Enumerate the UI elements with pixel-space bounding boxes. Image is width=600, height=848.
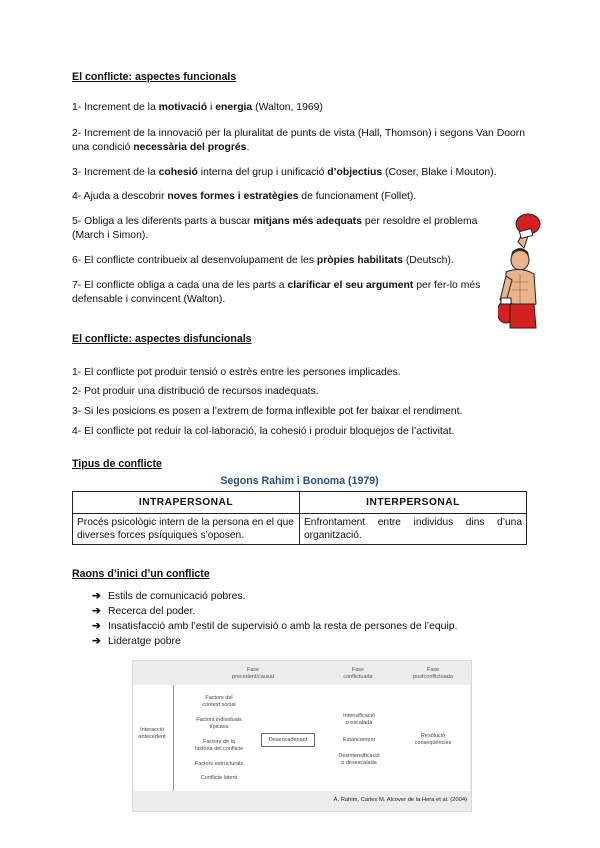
diagram-middle-1: Intensificació o escalada (343, 713, 375, 726)
interpersonal-description: Enfrontament entre individus dins d’una organització. (300, 514, 527, 545)
list-item: ➔ Estils de comunicació pobres. (92, 591, 246, 602)
diagram-middle-2: Estancament (342, 737, 376, 743)
types-heading: Tipus de conflicte (72, 458, 162, 470)
diagram-caption: A. Rahim, Carles M. Alcover de la Hera et al. (2004) (333, 797, 467, 803)
diagram-header-causal: Fase precedent/causal (232, 667, 274, 680)
arrow-icon: ➔ (92, 636, 101, 647)
diagram-divider (173, 685, 174, 791)
functional-item-1: 1- Increment de la motivació i energia (Walton, 1969) (72, 102, 323, 113)
intrapersonal-header: INTRAPERSONAL (73, 492, 300, 514)
diagram-resolution: Resolució conseqüències (414, 733, 452, 746)
functional-item-2: 2- Increment de la innovació per la pluralitat de punts de vista (Hall, Thomson) i segons Van Doorn una condició necessària del progrés. (72, 128, 526, 153)
functional-item-7: 7- El conflicte obliga a cada una de les parts a clarificar el seu argument per fer-lo més defensable i convincent (Walton). (72, 280, 481, 305)
list-item: ➔ Lideratge pobre (92, 636, 181, 647)
diagram-header-conflict: Fase conflictuada (343, 667, 373, 680)
interpersonal-header: INTERPERSONAL (300, 492, 527, 514)
functional-item-4: 4- Ajuda a descobrir noves formes i estratègies de funcionament (Follet). (72, 191, 417, 202)
conflict-process-diagram (132, 660, 472, 812)
diagram-middle-3: Desintensificació o desescalada (338, 753, 380, 766)
functional-item-6: 6- El conflicte contribueix al desenvolupament de les pròpies habilitats (Deutsch). (72, 255, 454, 266)
functional-heading: El conflicte: aspectes funcionals (72, 71, 237, 83)
dysfunctional-item-1: 1- El conflicte pot produir tensió o estrès entre les persones implicades. (72, 367, 401, 378)
dysfunctional-item-2: 2- Pot produir una distribució de recursos inadequats. (72, 386, 319, 397)
types-table (72, 491, 527, 545)
diagram-cause-1: Factors del context social (202, 695, 236, 708)
arrow-icon: ➔ (92, 591, 101, 602)
diagram-trigger: Desencadenant (261, 733, 315, 747)
functional-item-5: 5- Obliga a les diferents parts a buscar mitjans més adequats per resoldre el problema (March i Simon). (72, 216, 478, 241)
diagram-cause-3: Factors de la història del conflicte (194, 739, 244, 752)
diagram-header-post: Fase postconflictuada (413, 667, 453, 680)
intrapersonal-description: Procés psicològic intern de la persona en el que diverses forces psíquiques s’oposen. (73, 514, 300, 545)
reasons-heading: Raons d’inici d’un conflicte (72, 568, 210, 580)
boxer-illustration (498, 212, 546, 334)
diagram-cause-2: Factors individuals típicaos (196, 717, 242, 730)
diagram-cause-5: Conflicte latent (200, 775, 238, 781)
dysfunctional-item-3: 3- Si les posicions es posen a l’extrem de forma inflexible pot fer baixar el rendiment. (72, 406, 463, 417)
dysfunctional-heading: El conflicte: aspectes disfuncionals (72, 333, 252, 345)
dysfunctional-item-4: 4- El conflicte pot reduir la col·laboració, la cohesió i produir bloquejos de l’activitat. (72, 426, 455, 437)
arrow-icon: ➔ (92, 606, 101, 617)
types-subtitle: Segons Rahim i Bonoma (1979) (220, 475, 379, 487)
functional-item-3: 3- Increment de la cohesió interna del grup i unificació d’objectius (Coser, Blake i Mouton). (72, 167, 497, 178)
diagram-left-label: Interacció antecedent (138, 727, 166, 740)
arrow-icon: ➔ (92, 621, 101, 632)
list-item: ➔ Insatisfacció amb l’estil de supervisió o amb la resta de persones de l’equip. (92, 621, 458, 632)
diagram-cause-4: Factors estructurals (194, 761, 244, 767)
reasons-list (92, 589, 457, 649)
list-item: ➔ Recerca del poder. (92, 606, 196, 617)
